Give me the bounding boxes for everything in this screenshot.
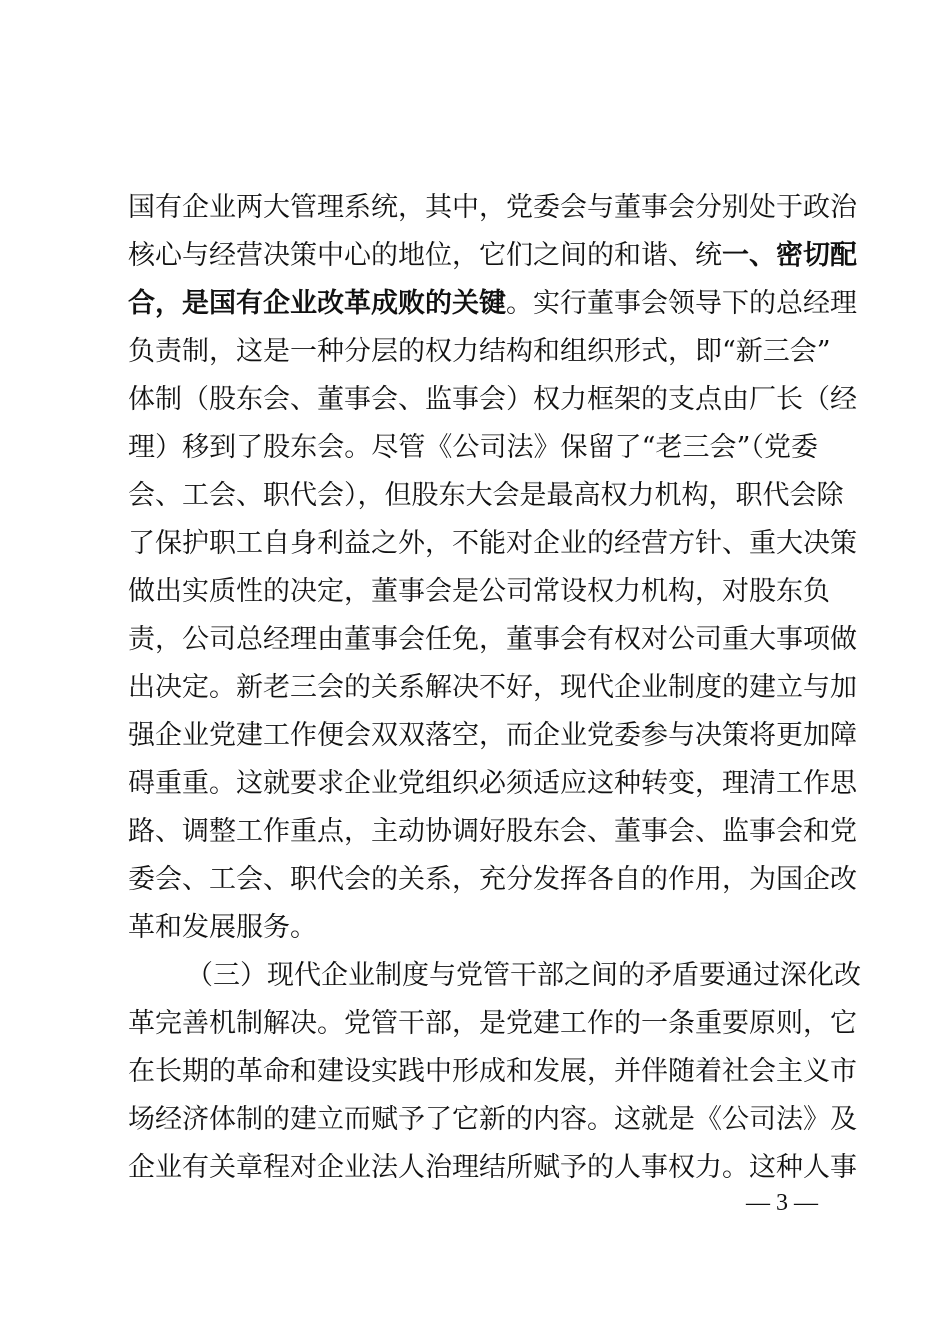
paragraph-1-line-3-text: 。实行董事会领导下的总经理 [506,288,857,319]
paragraph-1-line-2-bold: 一、密切配 [722,240,857,271]
paragraph-2-line-1: （三）现代企业制度与党管干部之间的矛盾要通过深化改 [186,960,861,991]
paragraph-1-line-12: 强企业党建工作便会双双落空，而企业党委参与决策将更加障 [128,720,857,751]
paragraph-2-line-3: 在长期的革命和建设实践中形成和发展，并伴随着社会主义市 [128,1056,857,1087]
paragraph-1-line-3-bold: 合，是国有企业改革成败的关键 [128,288,506,319]
paragraph-1-line-5: 体制（股东会、董事会、监事会）权力框架的支点由厂长（经 [128,384,857,415]
paragraph-1-line-9: 做出实质性的决定，董事会是公司常设权力机构，对股东负 [128,576,830,607]
paragraph-1-line-3 [128,284,857,324]
paragraph-2-line-5: 企业有关章程对企业法人治理结所赋予的人事权力。这种人事 [128,1152,857,1183]
paragraph-1-line-13: 碍重重。这就要求企业党组织必须适应这种转变，理清工作思 [128,768,857,799]
paragraph-1-line-10: 责，公司总经理由董事会任免，董事会有权对公司重大事项做 [128,624,857,655]
paragraph-1-line-2 [128,236,857,276]
page-number: — 3 — [746,1190,818,1216]
paragraph-1-line-8: 了保护职工自身利益之外，不能对企业的经营方针、重大决策 [128,528,857,559]
paragraph-2-line-4: 场经济体制的建立而赋予了它新的内容。这就是《公司法》及 [128,1104,857,1135]
paragraph-2-line-2: 革完善机制解决。党管干部，是党建工作的一条重要原则，它 [128,1008,857,1039]
paragraph-1-line-1: 国有企业两大管理系统，其中，党委会与董事会分别处于政治 [128,192,857,223]
paragraph-1-line-4: 负责制，这是一种分层的权力结构和组织形式，即“新三会” [128,336,831,367]
paragraph-1-line-14: 路、调整工作重点，主动协调好股东会、董事会、监事会和党 [128,816,857,847]
paragraph-1-line-2-text: 核心与经营决策中心的地位，它们之间的和谐、统 [128,240,722,271]
paragraph-1-line-15: 委会、工会、职代会的关系，充分发挥各自的作用，为国企改 [128,864,857,895]
paragraph-1-line-11: 出决定。新老三会的关系解决不好，现代企业制度的建立与加 [128,672,857,703]
paragraph-1-line-16: 革和发展服务。 [128,912,317,943]
paragraph-1-line-7: 会、工会、职代会），但股东大会是最高权力机构，职代会除 [128,480,844,511]
paragraph-1-line-6: 理）移到了股东会。尽管《公司法》保留了“老三会”（党委 [128,432,818,463]
